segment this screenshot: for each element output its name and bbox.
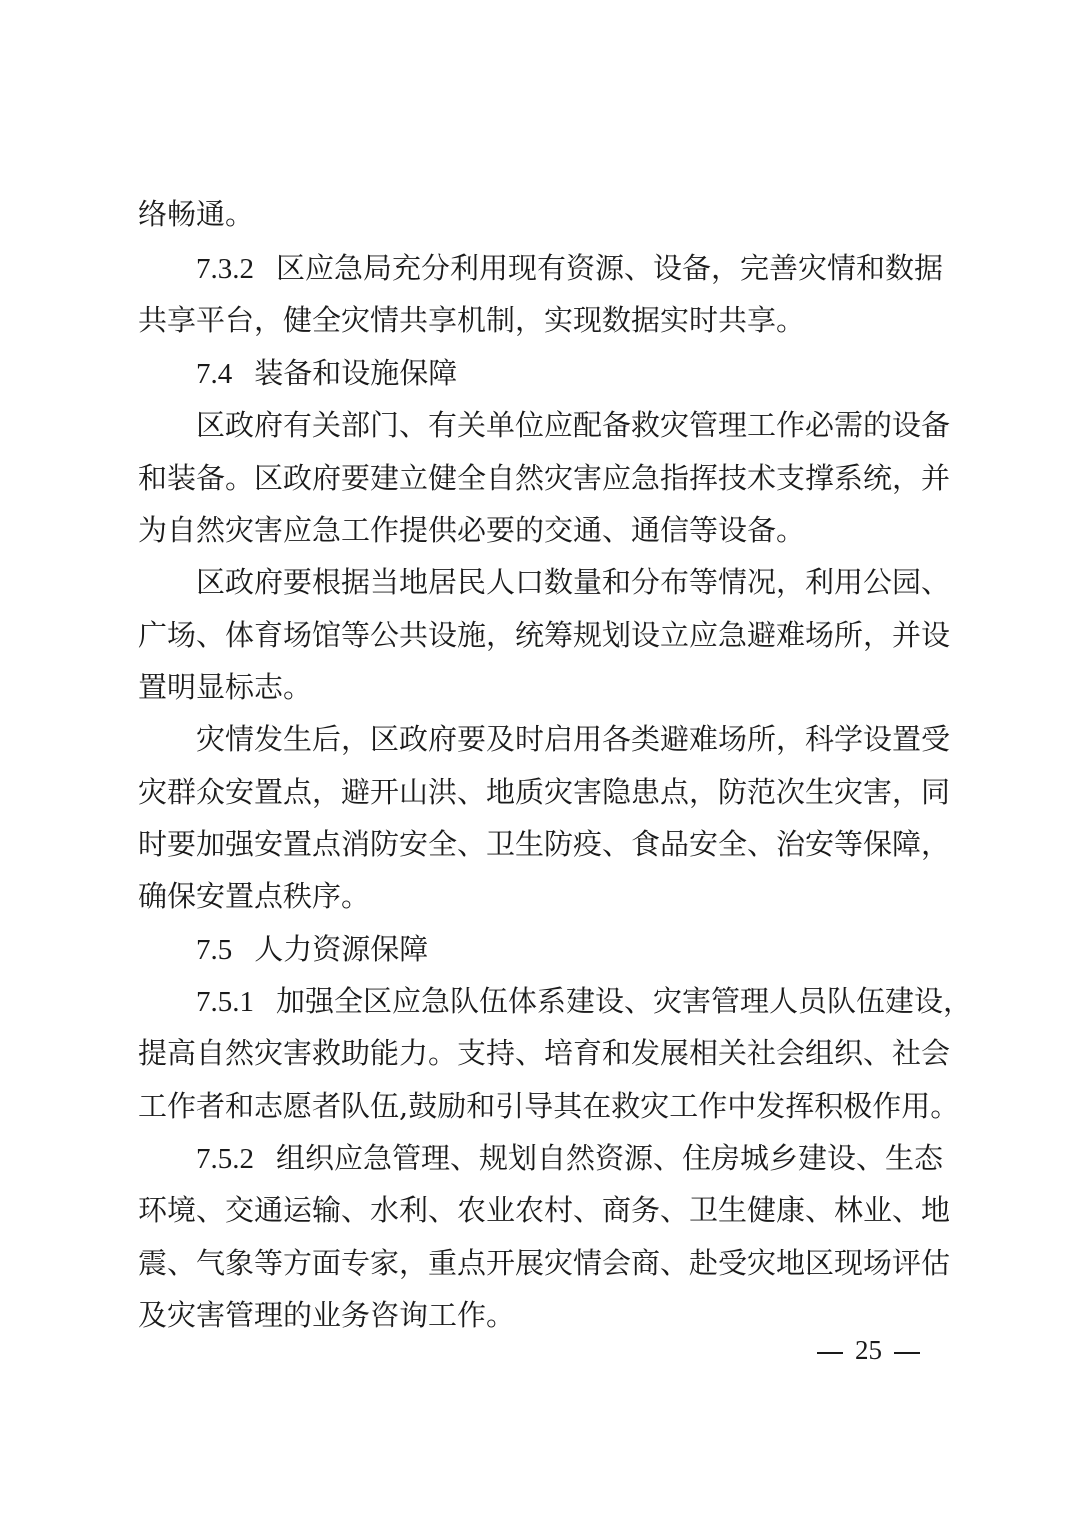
section-number: 7.4	[196, 358, 233, 390]
section-number: 7.3.2	[196, 253, 254, 285]
page-number-value: 25	[855, 1335, 882, 1365]
page-number	[805, 1330, 932, 1370]
section-heading-7-3-2: 7.3.2 区应急局充分利用现有资源、设备，完善灾情和数据	[196, 248, 938, 288]
text-line: 为自然灾害应急工作提供必要的交通、通信等设备。	[138, 513, 806, 547]
dash-left	[817, 1352, 843, 1354]
text-line: 区政府有关部门、有关单位应配备救灾管理工作必需的设备	[196, 408, 951, 442]
section-heading-7-5-1: 7.5.1 加强全区应急队伍体系建设、灾害管理人员队伍建设，	[196, 981, 938, 1021]
text-line: 环境、交通运输、水利、农业农村、商务、卫生健康、林业、地	[138, 1193, 951, 1227]
text-line: 提高自然灾害救助能力。支持、培育和发展相关社会组织、社会	[138, 1036, 951, 1070]
dash-right	[894, 1352, 920, 1354]
section-number: 7.5.2	[196, 1143, 254, 1175]
section-number: 7.5	[196, 934, 233, 966]
text-line: 确保安置点秩序。	[138, 879, 371, 913]
text-line: 和装备。区政府要建立健全自然灾害应急指挥技术支撑系统，并	[138, 461, 951, 495]
text-line: 及灾害管理的业务咨询工作。	[138, 1298, 516, 1332]
text-line: 灾情发生后，区政府要及时启用各类避难场所，科学设置受	[196, 722, 951, 756]
text-line: 工作者和志愿者队伍,鼓励和引导其在救灾工作中发挥积极作用。	[138, 1089, 960, 1123]
text-line: 置明显标志。	[138, 670, 313, 704]
section-heading-7-5-2: 7.5.2 组织应急管理、规划自然资源、住房城乡建设、生态	[196, 1138, 938, 1178]
text-line: 灾群众安置点，避开山洪、地质灾害隐患点，防范次生灾害，同	[138, 775, 951, 809]
text-line: 共享平台，健全灾情共享机制，实现数据实时共享。	[138, 303, 806, 337]
text-line: 广场、体育场馆等公共设施，统筹规划设立应急避难场所，并设	[138, 618, 951, 652]
text-line: 区政府要根据当地居民人口数量和分布等情况，利用公园、	[196, 565, 951, 599]
text-line: 震、气象等方面专家，重点开展灾情会商、赴受灾地区现场评估	[138, 1246, 951, 1280]
section-number: 7.5.1	[196, 986, 254, 1018]
text-line: 时要加强安置点消防安全、卫生防疫、食品安全、治安等保障，	[138, 827, 951, 861]
text-line: 络畅通。	[138, 197, 255, 231]
section-heading-7-5: 7.5 人力资源保障	[196, 929, 938, 969]
section-heading-7-4: 7.4 装备和设施保障	[196, 353, 938, 393]
